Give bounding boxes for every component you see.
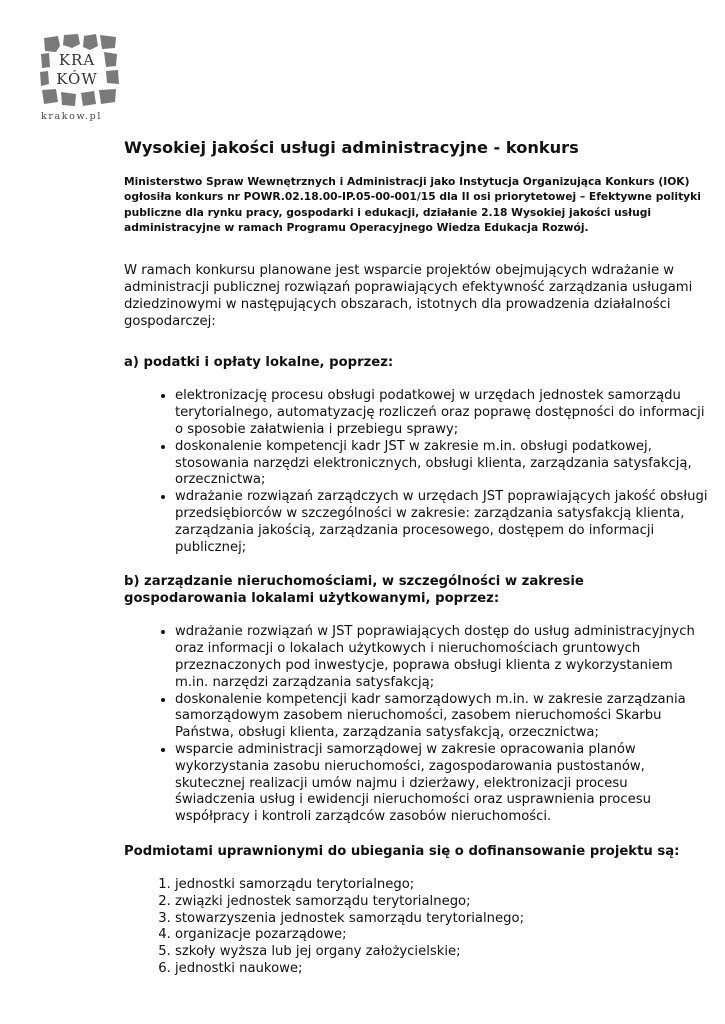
list-item: 4. organizacje pozarządowe; xyxy=(175,927,709,944)
list-item: 3. stowarzyszenia jednostek samorządu terytorialnego; xyxy=(175,911,709,928)
list-item: • wdrażanie rozwiązań zarządczych w urzędach JST poprawiających jakość obsługi przedsiębiorców w szczególności w zakresie: zarządzania satysfakcją klienta, zarządzania jakością, zarządzania procesowego, dostępem do informacji publicznej; xyxy=(175,489,709,556)
list-item: • wdrażanie rozwiązań w JST poprawiających dostęp do usług administracyjnych oraz informacji o lokalach użytkowych i nieruchomościach gruntowych przeznaczonych pod inwestycje, poprawa obsługi klienta z wykorzystaniem m.in. narzędzi zarządzania satysfakcją; xyxy=(175,624,709,691)
eligible-heading: Podmiotami uprawnionymi do ubiegania się o dofinansowanie projektu są: xyxy=(124,843,680,859)
krakow-logo[interactable] xyxy=(36,32,122,122)
logo-mosaic xyxy=(36,32,122,112)
list-item: 1. jednostki samorządu terytorialnego; xyxy=(175,877,709,894)
eligible-list xyxy=(124,877,709,978)
list-item: 6. jednostki naukowe; xyxy=(175,961,709,978)
list-item: 5. szkoły wyższa lub jej organy założycielskie; xyxy=(175,944,709,961)
section-a-heading: a) podatki i opłaty lokalne, poprzez: xyxy=(124,355,394,371)
section-b-list xyxy=(124,624,709,826)
lead-paragraph: Ministerstwo Spraw Wewnętrznych i Administracji jako Instytucja Organizująca Konkurs (IOK) ogłosiła konkurs nr POWR.02.18.00-IP.05-00-001/15 dla II osi priorytetowej – Efektywne polityki publiczne dla rynku pracy, gospodarki i edukacji, działanie 2.18 Wysokiej jakości usługi administracyjne w ramach Programu Operacyjnego Wiedza Edukacja Rozwój. xyxy=(124,175,701,234)
list-item: 2. związki jednostek samorządu terytorialnego; xyxy=(175,894,709,911)
logo-text-line2: KÓW xyxy=(56,70,98,88)
list-item: • elektronizację procesu obsługi podatkowej w urzędach jednostek samorządu terytorialnego, automatyzację rozliczeń oraz poprawę dostępności do informacji o sposobie załatwienia i przebiegu sprawy; xyxy=(175,388,709,438)
logo-url[interactable]: krakow.pl xyxy=(41,111,102,122)
section-a-list xyxy=(124,388,709,556)
list-item: • wsparcie administracji samorządowej w zakresie opracowania planów wykorzystania zasobu nieruchomości, zagospodarowania pustostanów, skutecznej realizacji umów najmu i dzierżawy, elektronizacji procesu świadczenia usług i ewidencji nieruchomości oraz usprawnienia procesu współpracy i kontroli zarządców zasobów nieruchomości. xyxy=(175,742,709,826)
intro-paragraph: W ramach konkursu planowane jest wsparcie projektów obejmujących wdrażanie w administracji publicznej rozwiązań poprawiających efektywność zarządzania usługami dziedzinowymi w następujących obszarach, istotnych dla prowadzenia działalności gospodarczej: xyxy=(124,263,693,329)
article xyxy=(124,138,709,995)
list-item: • doskonalenie kompetencji kadr samorządowych m.in. w zakresie zarządzania samorządowym zasobem nieruchomości, zasobem nieruchomości Skarbu Państwa, obsługi klienta, zarządzania satysfakcją, orzecznictwa; xyxy=(175,692,709,742)
list-item: • doskonalenie kompetencji kadr JST w zakresie m.in. obsługi podatkowej, stosowania narzędzi elektronicznych, obsługi klienta, zarządzania satysfakcją, orzecznictwa; xyxy=(175,439,709,489)
section-b-heading: b) zarządzanie nieruchomościami, w szczególności w zakresie gospodarowania lokalami użytkowanymi, poprzez: xyxy=(124,574,584,607)
logo-text-line1: KRA xyxy=(58,51,96,69)
page-title: Wysokiej jakości usługi administracyjne - konkurs xyxy=(124,138,579,157)
